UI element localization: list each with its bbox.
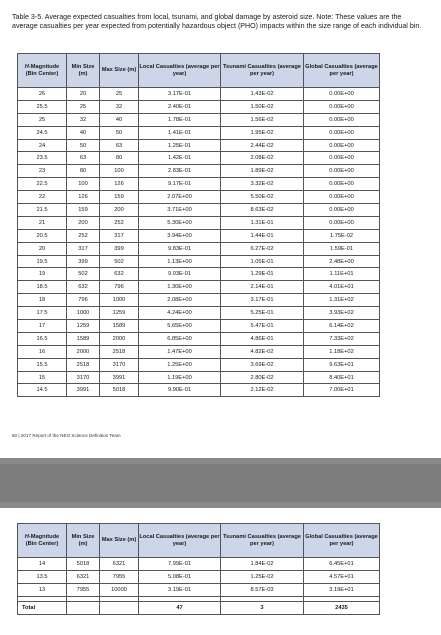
- table-row: [18, 178, 380, 191]
- table-row: [18, 558, 380, 571]
- cell-min-size: 80: [67, 165, 100, 178]
- cell-h-magnitude: 25: [18, 113, 67, 126]
- cell-local-casualties: 1.47E+00: [139, 345, 221, 358]
- cell-tsunami-casualties: 2.44E-02: [221, 139, 304, 152]
- cell-local-casualties: 1.25E+00: [139, 358, 221, 371]
- cell-global-casualties: 1.31E+02: [304, 294, 380, 307]
- table-row: [18, 152, 380, 165]
- cell-local-casualties: 6.85E+00: [139, 332, 221, 345]
- cell-h-magnitude: 19.5: [18, 255, 67, 268]
- table-row: [18, 268, 380, 281]
- table-body: [18, 88, 380, 397]
- cell-max-size: 6321: [100, 558, 139, 571]
- table-row: [18, 307, 380, 320]
- cell-global-casualties: 7.33E+02: [304, 332, 380, 345]
- cell-tsunami-casualties: 1.44E-01: [221, 229, 304, 242]
- header-tsunami-casualties: Tsunami Casualties (average per year): [221, 524, 304, 558]
- cell-global-casualties: 3.19E+01: [304, 583, 380, 596]
- cell-h-magnitude: 23.5: [18, 152, 67, 165]
- cell-local-casualties: 7.99E-01: [139, 558, 221, 571]
- table-row: [18, 204, 380, 217]
- cell-max-size: 100: [100, 165, 139, 178]
- cell-max-size: 2518: [100, 345, 139, 358]
- page-footer: 60 | 2017 Report of the NEO Science Definition Team: [12, 433, 121, 438]
- cell-global-casualties: 1.59E-01: [304, 242, 380, 255]
- cell-h-magnitude: 14.5: [18, 384, 67, 397]
- cell-global-casualties: 8.40E+01: [304, 371, 380, 384]
- cell-h-magnitude: 21: [18, 216, 67, 229]
- cell-h-magnitude: 18.5: [18, 281, 67, 294]
- cell-local-casualties: 3.94E+00: [139, 229, 221, 242]
- cell-local-casualties: 9.03E-01: [139, 268, 221, 281]
- cell-global-casualties: 0.00E+00: [304, 178, 380, 191]
- table-header-row: [18, 524, 380, 558]
- cell-h-magnitude: 14: [18, 558, 67, 571]
- cell-max-size: 126: [100, 178, 139, 191]
- table-row: [18, 358, 380, 371]
- cell-global-casualties: 0.00E+00: [304, 152, 380, 165]
- cell-h-magnitude: 26: [18, 88, 67, 101]
- cell-h-magnitude: 13.5: [18, 570, 67, 583]
- cell-min-size: 2518: [67, 358, 100, 371]
- cell-min-size: 200: [67, 216, 100, 229]
- cell-max-size: 317: [100, 229, 139, 242]
- cell-h-magnitude: 15.5: [18, 358, 67, 371]
- page-break-inner: [0, 464, 441, 502]
- total-global-casualties: 2435: [304, 601, 380, 614]
- cell-tsunami-casualties: 1.50E-02: [221, 100, 304, 113]
- cell-global-casualties: 0.00E+00: [304, 126, 380, 139]
- cell-tsunami-casualties: 1.25E-02: [221, 570, 304, 583]
- cell-max-size: 25: [100, 88, 139, 101]
- cell-tsunami-casualties: 1.84E-02: [221, 558, 304, 571]
- cell-local-casualties: 2.83E-01: [139, 165, 221, 178]
- table-row: [18, 583, 380, 596]
- cell-tsunami-casualties: 3.69E-02: [221, 358, 304, 371]
- cell-tsunami-casualties: 1.95E-02: [221, 126, 304, 139]
- header-global-casualties: Global Casualties (average per year): [304, 524, 380, 558]
- header-tsunami-casualties: Tsunami Casualties (average per year): [221, 54, 304, 88]
- cell-min-size: 2000: [67, 345, 100, 358]
- cell-h-magnitude: 21.5: [18, 204, 67, 217]
- cell-h-magnitude: 23: [18, 165, 67, 178]
- cell-h-magnitude: 16.5: [18, 332, 67, 345]
- cell-max-size: 63: [100, 139, 139, 152]
- cell-tsunami-casualties: 4.86E-01: [221, 332, 304, 345]
- cell-max-size: 200: [100, 204, 139, 217]
- cell-tsunami-casualties: 4.82E-02: [221, 345, 304, 358]
- table-row: [18, 139, 380, 152]
- table-row: [18, 242, 380, 255]
- cell-h-magnitude: 20.5: [18, 229, 67, 242]
- cell-tsunami-casualties: 5.50E-02: [221, 191, 304, 204]
- cell-tsunami-casualties: 5.47E-01: [221, 320, 304, 333]
- cell-max-size: 796: [100, 281, 139, 294]
- cell-max-size: 80: [100, 152, 139, 165]
- table-row: [18, 570, 380, 583]
- cell-local-casualties: 1.42E-01: [139, 152, 221, 165]
- cell-local-casualties: 1.25E-01: [139, 139, 221, 152]
- header-local-casualties: Local Casualties (average per year): [139, 54, 221, 88]
- empty-cell: [67, 601, 100, 614]
- cell-min-size: 25: [67, 100, 100, 113]
- header-h-magnitude: H-Magnitude (Bin Center): [18, 54, 67, 88]
- cell-global-casualties: 0.00E+00: [304, 216, 380, 229]
- header-max-size: Max Size (m): [100, 54, 139, 88]
- table-row: [18, 294, 380, 307]
- cell-local-casualties: 3.71E+00: [139, 204, 221, 217]
- table-row: [18, 371, 380, 384]
- cell-min-size: 7955: [67, 583, 100, 596]
- cell-tsunami-casualties: 2.80E-02: [221, 371, 304, 384]
- table-row: [18, 281, 380, 294]
- cell-max-size: 40: [100, 113, 139, 126]
- table-body: [18, 558, 380, 615]
- cell-min-size: 399: [67, 255, 100, 268]
- cell-min-size: 20: [67, 88, 100, 101]
- cell-local-casualties: 2.07E+00: [139, 191, 221, 204]
- cell-h-magnitude: 13: [18, 583, 67, 596]
- cell-local-casualties: 4.24E+00: [139, 307, 221, 320]
- cell-global-casualties: 4.01E+01: [304, 281, 380, 294]
- total-row: [18, 601, 380, 614]
- cell-tsunami-casualties: 1.89E-02: [221, 165, 304, 178]
- empty-cell: [100, 601, 139, 614]
- table-row: [18, 191, 380, 204]
- cell-h-magnitude: 22.5: [18, 178, 67, 191]
- cell-tsunami-casualties: 3.17E-01: [221, 294, 304, 307]
- cell-tsunami-casualties: 1.05E-01: [221, 255, 304, 268]
- cell-local-casualties: 5.30E+00: [139, 216, 221, 229]
- cell-tsunami-casualties: 3.32E-02: [221, 178, 304, 191]
- cell-max-size: 10000: [100, 583, 139, 596]
- cell-min-size: 32: [67, 113, 100, 126]
- table-row: [18, 345, 380, 358]
- cell-max-size: 3991: [100, 371, 139, 384]
- cell-global-casualties: 2.48E+00: [304, 255, 380, 268]
- cell-global-casualties: 1.75E-02: [304, 229, 380, 242]
- table-row: [18, 113, 380, 126]
- cell-max-size: 5018: [100, 384, 139, 397]
- table-row: [18, 126, 380, 139]
- cell-local-casualties: 3.17E-01: [139, 88, 221, 101]
- cell-max-size: 1589: [100, 320, 139, 333]
- cell-global-casualties: 0.00E+00: [304, 204, 380, 217]
- cell-tsunami-casualties: 1.31E-01: [221, 216, 304, 229]
- cell-global-casualties: 3.93E+02: [304, 307, 380, 320]
- header-h-magnitude: H-Magnitude (Bin Center): [18, 524, 67, 558]
- header-min-size: Min Size (m): [67, 524, 100, 558]
- cell-max-size: 50: [100, 126, 139, 139]
- casualties-table: [17, 53, 380, 397]
- cell-min-size: 63: [67, 152, 100, 165]
- cell-local-casualties: 1.41E-01: [139, 126, 221, 139]
- cell-h-magnitude: 16: [18, 345, 67, 358]
- cell-global-casualties: 0.00E+00: [304, 113, 380, 126]
- cell-min-size: 252: [67, 229, 100, 242]
- cell-h-magnitude: 25.5: [18, 100, 67, 113]
- cell-min-size: 632: [67, 281, 100, 294]
- cell-min-size: 5018: [67, 558, 100, 571]
- cell-max-size: 32: [100, 100, 139, 113]
- cell-local-casualties: 1.19E+00: [139, 371, 221, 384]
- cell-local-casualties: 1.30E+00: [139, 281, 221, 294]
- header-local-casualties: Local Casualties (average per year): [139, 524, 221, 558]
- cell-tsunami-casualties: 2.12E-02: [221, 384, 304, 397]
- cell-min-size: 1000: [67, 307, 100, 320]
- table-row: [18, 229, 380, 242]
- cell-h-magnitude: 19: [18, 268, 67, 281]
- cell-min-size: 1259: [67, 320, 100, 333]
- table-row: [18, 255, 380, 268]
- total-tsunami-casualties: 3: [221, 601, 304, 614]
- cell-global-casualties: 1.18E+02: [304, 345, 380, 358]
- cell-min-size: 40: [67, 126, 100, 139]
- cell-h-magnitude: 17: [18, 320, 67, 333]
- cell-tsunami-casualties: 1.56E-02: [221, 113, 304, 126]
- cell-h-magnitude: 17.5: [18, 307, 67, 320]
- cell-global-casualties: 4.57E+01: [304, 570, 380, 583]
- cell-max-size: 632: [100, 268, 139, 281]
- table-row: [18, 384, 380, 397]
- header-min-size: Min Size (m): [67, 54, 100, 88]
- cell-global-casualties: 6.14E+02: [304, 320, 380, 333]
- header-max-size: Max Size (m): [100, 524, 139, 558]
- cell-local-casualties: 9.90E-01: [139, 384, 221, 397]
- cell-h-magnitude: 18: [18, 294, 67, 307]
- cell-tsunami-casualties: 8.57E-03: [221, 583, 304, 596]
- cell-max-size: 1259: [100, 307, 139, 320]
- cell-min-size: 6321: [67, 570, 100, 583]
- cell-tsunami-casualties: 6.27E-02: [221, 242, 304, 255]
- casualties-table-continued: [17, 523, 380, 615]
- cell-max-size: 399: [100, 242, 139, 255]
- cell-max-size: 2000: [100, 332, 139, 345]
- cell-min-size: 502: [67, 268, 100, 281]
- cell-global-casualties: 0.00E+00: [304, 165, 380, 178]
- cell-global-casualties: 0.00E+00: [304, 139, 380, 152]
- total-label: Total: [18, 601, 67, 614]
- cell-min-size: 3170: [67, 371, 100, 384]
- cell-global-casualties: 6.45E+01: [304, 558, 380, 571]
- cell-tsunami-casualties: 8.63E-02: [221, 204, 304, 217]
- cell-max-size: 159: [100, 191, 139, 204]
- cell-global-casualties: 0.00E+00: [304, 191, 380, 204]
- cell-global-casualties: 0.00E+00: [304, 88, 380, 101]
- table-row: [18, 100, 380, 113]
- table-row: [18, 320, 380, 333]
- cell-tsunami-casualties: 1.43E-02: [221, 88, 304, 101]
- cell-max-size: 3170: [100, 358, 139, 371]
- cell-tsunami-casualties: 2.08E-02: [221, 152, 304, 165]
- cell-tsunami-casualties: 5.25E-01: [221, 307, 304, 320]
- table-row: [18, 332, 380, 345]
- cell-local-casualties: 5.08E-01: [139, 570, 221, 583]
- cell-local-casualties: 9.83E-01: [139, 242, 221, 255]
- header-global-casualties: Global Casualties (average per year): [304, 54, 380, 88]
- cell-local-casualties: 2.40E-01: [139, 100, 221, 113]
- table-row: [18, 216, 380, 229]
- cell-min-size: 50: [67, 139, 100, 152]
- cell-tsunami-casualties: 2.14E-01: [221, 281, 304, 294]
- cell-local-casualties: 3.19E-01: [139, 583, 221, 596]
- cell-local-casualties: 5.65E+00: [139, 320, 221, 333]
- cell-local-casualties: 2.08E+00: [139, 294, 221, 307]
- cell-min-size: 100: [67, 178, 100, 191]
- cell-global-casualties: 0.00E+00: [304, 100, 380, 113]
- table-row: [18, 88, 380, 101]
- cell-max-size: 1000: [100, 294, 139, 307]
- cell-h-magnitude: 22: [18, 191, 67, 204]
- cell-global-casualties: 7.00E+01: [304, 384, 380, 397]
- cell-min-size: 1589: [67, 332, 100, 345]
- cell-h-magnitude: 24: [18, 139, 67, 152]
- cell-tsunami-casualties: 1.29E-01: [221, 268, 304, 281]
- cell-min-size: 126: [67, 191, 100, 204]
- cell-max-size: 7955: [100, 570, 139, 583]
- table-header-row: [18, 54, 380, 88]
- cell-h-magnitude: 15: [18, 371, 67, 384]
- cell-local-casualties: 9.17E-01: [139, 178, 221, 191]
- cell-max-size: 502: [100, 255, 139, 268]
- cell-h-magnitude: 24.5: [18, 126, 67, 139]
- cell-max-size: 252: [100, 216, 139, 229]
- cell-min-size: 159: [67, 204, 100, 217]
- cell-global-casualties: 9.63E+01: [304, 358, 380, 371]
- cell-h-magnitude: 20: [18, 242, 67, 255]
- cell-min-size: 796: [67, 294, 100, 307]
- table-row: [18, 165, 380, 178]
- table-caption: Table 3-5. Average expected casualties from local, tsunami, and global damage by asteroid size. Note: These values are the average casualties per year expected from potentially hazardous object (PHO) impacts within the size range of each individual bin.: [12, 13, 422, 30]
- cell-global-casualties: 1.11E+01: [304, 268, 380, 281]
- cell-min-size: 317: [67, 242, 100, 255]
- cell-local-casualties: 1.13E+00: [139, 255, 221, 268]
- cell-local-casualties: 1.78E-01: [139, 113, 221, 126]
- page-break-band: [0, 458, 441, 508]
- cell-min-size: 3991: [67, 384, 100, 397]
- total-local-casualties: 47: [139, 601, 221, 614]
